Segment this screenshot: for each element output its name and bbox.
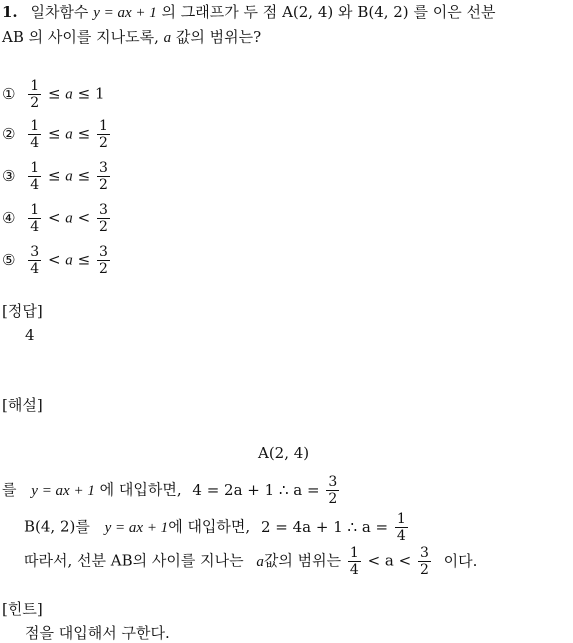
question-number: 1. — [2, 3, 18, 21]
choice-5[interactable] — [2, 244, 112, 277]
denominator: 4 — [30, 135, 40, 151]
fraction — [418, 545, 431, 578]
numerator: 1 — [349, 545, 359, 561]
variable-a: a — [256, 553, 264, 570]
variable-a: a — [65, 126, 73, 143]
denominator: 4 — [30, 219, 40, 235]
denominator: 4 — [396, 528, 406, 544]
text: 값의 범위는 — [263, 551, 342, 570]
variable-a: a — [65, 252, 73, 269]
text: 이다. — [443, 551, 478, 570]
denominator: 2 — [98, 135, 108, 151]
rhs-value: 1 — [94, 84, 105, 103]
choice-2[interactable] — [2, 118, 112, 151]
fraction — [28, 202, 41, 235]
point-a: A(2, 4) — [282, 3, 334, 21]
question-line-2 — [2, 27, 261, 48]
fraction — [28, 244, 41, 277]
variable-a: a — [65, 86, 73, 103]
numerator: 3 — [98, 202, 108, 218]
fraction — [97, 160, 110, 193]
choice-mark: ④ — [2, 208, 16, 227]
hint-label: [힌트] — [2, 600, 43, 618]
text: 에 대입하면, — [168, 517, 251, 536]
denominator: 4 — [30, 261, 40, 277]
question-text-pre: 일차함수 — [30, 3, 89, 21]
relation: ≤ — [77, 84, 91, 103]
variable-a: a — [65, 210, 73, 227]
numerator: 1 — [30, 160, 40, 176]
choice-mark: ① — [2, 84, 16, 103]
explanation-center-point: A(2, 4) — [258, 444, 310, 462]
relation: ≤ — [47, 166, 61, 185]
explanation-line-2 — [24, 511, 410, 544]
choice-mark: ③ — [2, 166, 16, 185]
denominator: 2 — [328, 491, 338, 507]
denominator: 4 — [349, 562, 359, 578]
relation: < — [47, 208, 61, 227]
denominator: 4 — [30, 177, 40, 193]
fraction — [28, 160, 41, 193]
choice-3[interactable] — [2, 160, 112, 193]
hint-text: 점을 대입해서 구한다. — [25, 624, 170, 642]
function-expression: y = ax + 1 — [31, 482, 95, 499]
denominator: 2 — [98, 261, 108, 277]
question-line-1 — [2, 2, 495, 23]
fraction — [97, 118, 110, 151]
text: 를 — [2, 480, 17, 499]
variable-a: a — [163, 30, 172, 46]
relation: ≤ — [47, 84, 61, 103]
numerator: 1 — [30, 78, 40, 94]
question-text-line2: AB 의 사이를 지나도록, — [2, 28, 159, 46]
function-expression: y = ax + 1 — [104, 519, 169, 536]
answer-value: 4 — [25, 326, 35, 344]
denominator: 2 — [419, 562, 429, 578]
explanation-line-1 — [2, 474, 341, 507]
denominator: 2 — [98, 219, 108, 235]
relation: ≤ — [77, 250, 91, 269]
relation: ≤ — [77, 166, 91, 185]
relation: < — [47, 250, 61, 269]
explanation-line-3 — [24, 545, 477, 578]
relation: ≤ — [77, 124, 91, 143]
text: 에 대입하면, — [99, 480, 182, 499]
question-text-post: 를 이은 선분 — [413, 3, 496, 21]
question-and: 와 — [338, 3, 353, 21]
numerator: 3 — [98, 244, 108, 260]
function-expression: y = ax + 1 — [93, 5, 157, 21]
text: 따라서, 선분 AB의 사이를 지나는 — [24, 551, 244, 570]
fraction — [395, 511, 408, 544]
question-text-line2-post: 값의 범위는? — [175, 28, 262, 46]
numerator: 1 — [98, 118, 108, 134]
question-text-mid: 의 그래프가 두 점 — [161, 3, 278, 21]
answer-label: [정답] — [2, 302, 43, 320]
choice-4[interactable] — [2, 202, 112, 235]
numerator: 3 — [30, 244, 40, 260]
numerator: 3 — [328, 474, 338, 490]
denominator: 2 — [30, 95, 40, 111]
fraction — [348, 545, 361, 578]
fraction — [326, 474, 339, 507]
equation: 4 = 2a + 1 ∴ a = — [192, 480, 320, 499]
equation: 2 = 4a + 1 ∴ a = — [260, 517, 389, 536]
fraction — [28, 118, 41, 151]
numerator: 3 — [98, 160, 108, 176]
relation: < a < — [367, 551, 412, 570]
explanation-label: [해설] — [2, 396, 43, 414]
denominator: 2 — [98, 177, 108, 193]
numerator: 3 — [419, 545, 429, 561]
fraction — [97, 202, 110, 235]
point-b: B(4, 2) — [357, 3, 409, 21]
choice-mark: ⑤ — [2, 250, 16, 269]
numerator: 1 — [30, 202, 40, 218]
numerator: 1 — [30, 118, 40, 134]
variable-a: a — [65, 168, 73, 185]
choice-mark: ② — [2, 124, 16, 143]
numerator: 1 — [396, 511, 406, 527]
fraction — [97, 244, 110, 277]
relation: < — [77, 208, 91, 227]
fraction — [28, 78, 41, 111]
point-b: B(4, 2)를 — [24, 517, 90, 536]
relation: ≤ — [47, 124, 61, 143]
choice-1[interactable] — [2, 78, 104, 111]
